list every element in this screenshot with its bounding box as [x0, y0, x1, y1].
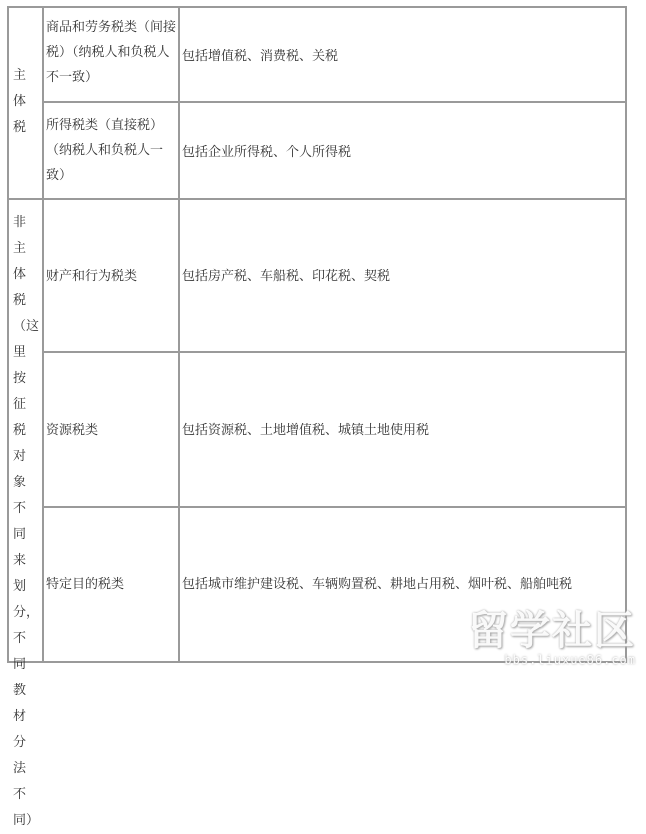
row-divider-1 [42, 101, 627, 103]
watermark [468, 609, 636, 667]
content-cell: 包括资源税、土地增值税、城镇土地使用税 [182, 423, 430, 438]
content-cell: 包括增值税、消费税、关税 [182, 49, 339, 64]
category-cell: 资源税类 [46, 423, 99, 438]
category-cell: 财产和行为税类 [46, 269, 138, 284]
content-cell: 包括城市维护建设税、车辆购置税、耕地占用税、烟叶税、船舶吨税 [182, 577, 573, 592]
category-cell: 商品和劳务税类（间接税）（纳税人和负税人不一致） [46, 20, 177, 85]
row-divider-4 [42, 506, 627, 508]
category-cell: 所得税类（直接税）（纳税人和负税人一致） [46, 118, 164, 183]
column-divider-1 [42, 6, 44, 663]
content-cell: 包括房产税、车船税、印花税、契税 [182, 269, 391, 284]
row-divider-3 [42, 351, 627, 353]
table-border-right [625, 6, 627, 663]
group-divider [7, 198, 627, 200]
column-divider-2 [178, 6, 180, 663]
category-cell: 特定目的税类 [46, 577, 125, 592]
content-cell: 包括企业所得税、个人所得税 [182, 145, 352, 160]
watermark-logo-text: 留学社区 [468, 608, 636, 654]
watermark-url: bbs.liuxue86.com [504, 653, 636, 667]
group-label-non-main-tax: 非主体税（这里按征税对象不同来划分，不同教材分法不同） [13, 215, 40, 828]
table-border-left [7, 6, 9, 663]
table-border-top [7, 6, 627, 8]
group-label-main-tax: 主体税 [13, 68, 27, 135]
